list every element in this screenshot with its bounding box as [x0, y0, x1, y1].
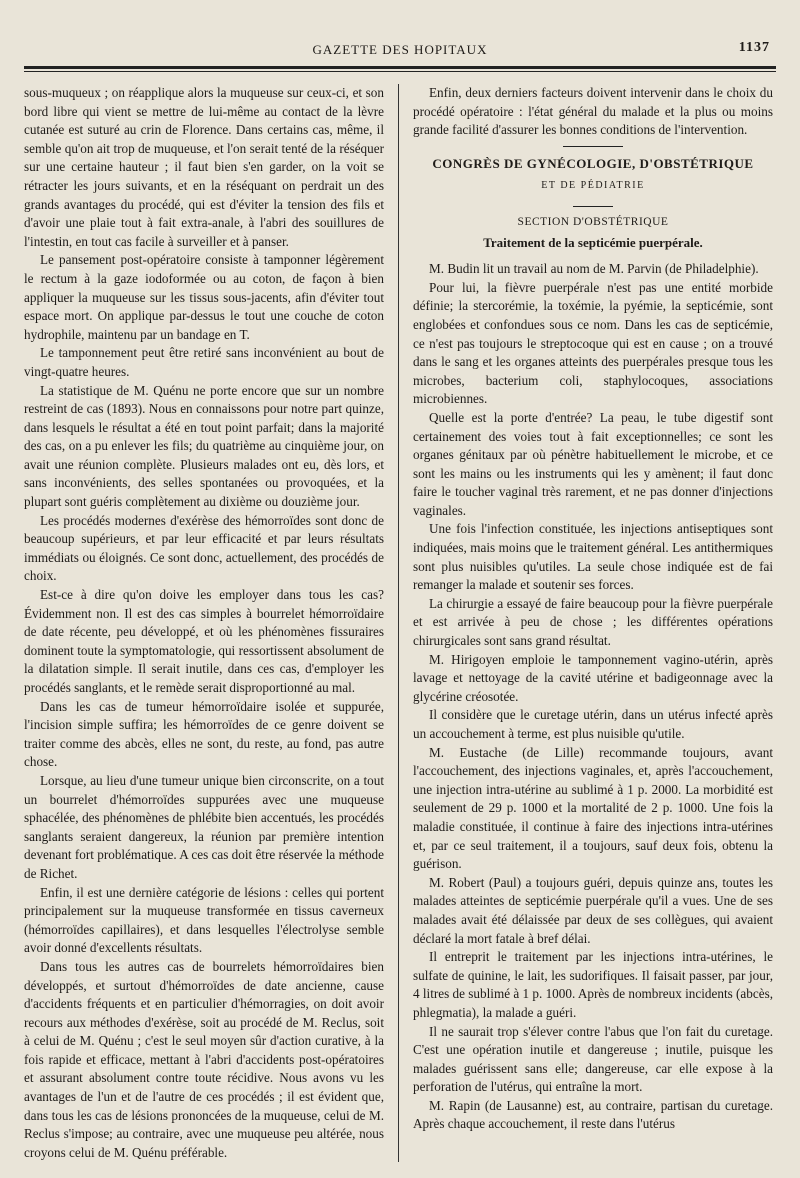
page-number: 1137: [738, 40, 770, 55]
paragraph: Est-ce à dire qu'on doive les employer dans tous les cas? Évidemment non. Il est des cas simples à bourrelet hémorroïdaire de date récente, peu développé, et où les phénomènes fissuraires dominent toute la symptomatologie, qui ressortissent absolument de la dilatation simple. Il serait inutile, dans ces cas, d'employer les procédés sanglants, et le remède serait disproportionné au mal.: [24, 587, 384, 695]
paragraph: Les procédés modernes d'exérèse des hémorroïdes sont donc de beaucoup supérieurs, et par leur efficacité et par leurs résultats immédiats ou éloignés. Ce sont donc, actuellement, des procédés de choix.: [24, 512, 384, 584]
paragraph: Enfin, il est une dernière catégorie de lésions : celles qui portent principalement sur la muqueuse transformée en tissus caverneux (hémorroïdes capillaires), et dans lesquelles l'électrolyse semble avoir donné d'excellents résultats.: [24, 884, 384, 956]
paragraph: La statistique de M. Quénu ne porte encore que sur un nombre restreint de cas (1893). Nous en connaissons pour notre part quinze, dans lesquels le résultat a été en tout point parfait; dans la majorité des cas, on a pu enlever les fils; du quatrième au cinquième jour, on avait une réunion complète. Plusieurs malades ont eu, dès lors, et sans inconvénients, des selles spontanées ou provoquées, et la plupart sont guéris complètement au dixième ou douzième jour.: [24, 382, 384, 510]
paragraph: M. Robert (Paul) a toujours guéri, depuis quinze ans, toutes les malades atteintes de septicémie puerpérale qu'il a vues. Une de ses malades avait été délaissée par deux de ses collègues, qui avaient déclaré la mort fatale à bref délai.: [413, 874, 773, 946]
paragraph: Il entreprit le traitement par les injections intra-utérines, le sulfate de quinine, le lait, les sudorifiques. Il faisait passer, par jour, 4 litres de sublimé à 1 p. 1000. Après de nombreux incidents (abcès, phlegmatia), la malade a guéri.: [413, 949, 774, 1020]
paragraph: Dans tous les autres cas de bourrelets hémorroïdaires bien développés, et surtout d'hémorroïdes de date ancienne, cause d'accidents fréquents et en particulier d'hémorragies, on doit avoir recours aux méthodes d'exérèse, soit au procédé de M. Reclus, soit à celui de M. Quénu ; c'est le seul moyen sûr d'action curative, à la fois rapide et efficace, mettant à l'abri d'accidents post-opératoires et assurant absolument contre toute récidive. Nous avons vu les avantages de l'un et de l'autre de ces procédés ; il est évident que, dans tous les cas de lésions prononcées de la muqueuse, celui de M. Reclus s'impose; au contraire, avec une muqueuse peu altérée, nous croyons celui de M. Quénu préférable.: [24, 958, 384, 1160]
paragraph: Il considère que le curetage utérin, dans un utérus infecté après un accouchement à terme, est plus nuisible qu'utile.: [413, 707, 773, 741]
paragraph: Pour lui, la fièvre puerpérale n'est pas une entité morbide définie; la stercorémie, la toxémie, la pyémie, la septicémie, sont englobées et confondues sous ce nom. Dans les cas de septicémie, ce n'est pas toujours le streptocoque qui est en cause ; on a trouvé dans le sang et les organes atteints des puerpérales presque tous les microbes, bacterium coli, staphylocoques, associations microbiennes.: [413, 279, 773, 407]
header-rule-thin: [24, 71, 776, 72]
paragraph: Quelle est la porte d'entrée? La peau, le tube digestif sont certainement des voies tout à fait exceptionnelles; ce sont les organes génitaux par où pénètre habituellement le microbe, et ce sont les mains ou les instruments qui les y amènent; il faut donc faire le toucher vaginal très rarement, et ne pas donner d'injections vaginales.: [413, 409, 773, 518]
paragraph: Dans les cas de tumeur hémorroïdaire isolée et suppurée, l'incision simple suffira; les hémorroïdes de ce genre doivent se traiter comme des abcès, elles ne sont, du reste, au fond, pas autre chose.: [24, 698, 384, 770]
congress-subtitle: ET DE PÉDIATRIE: [541, 180, 645, 192]
paragraph: La chirurgie a essayé de faire beaucoup pour la fièvre puerpérale et est arrivée à peu de chose ; les différentes opérations chirurgicales sont sans grand résultat.: [413, 595, 773, 649]
paragraph: Le pansement post-opératoire consiste à tamponner légèrement le rectum à la gaze iodoformée ou au coton, de façon à bien appliquer la muqueuse sur les tissus sous-jacents, afin d'éviter tout espace mort. On applique par-dessus le tout une couche de coton hydrophile, maintenu par un bandage en T.: [24, 252, 384, 342]
intro-paragraph: Enfin, deux derniers facteurs doivent intervenir dans le choix du procédé opératoire : l'état général du malade et la plus ou moins grande facilité d'assurer les bonnes conditions de l'intervention.: [413, 85, 773, 138]
section-separator: [563, 146, 623, 147]
journal-title: GAZETTE DES HOPITAUX: [312, 42, 488, 57]
paragraph: M. Hirigoyen emploie le tamponnement vagino-utérin, après lavage et nettoyage de la cavité utérine et badigeonnage avec la glycérine créosotée.: [413, 651, 773, 704]
paragraph: Lorsque, au lieu d'une tumeur unique bien circonscrite, on a tout un bourrelet d'hémorroïdes suppurées avec une muqueuse sphacélée, des phénomènes de phlébite bien accentués, les procédés sanglants seraient dangereux, la réunion par première intention devenant fort problématique. A ces cas doit être réservée la méthode de Richet.: [24, 772, 384, 881]
header-rule-thick: [24, 66, 776, 69]
column-divider: [398, 84, 399, 1162]
paragraph: sous-muqueux ; on réapplique alors la muqueuse sur ceux-ci, et son bord libre qui vient se mettre de lui-même au contact de la lèvre cutanée est suturé au crin de Florence. Dans certains cas, même, il semble qu'on ait trop de muqueuse, et l'on serait tenté de la réséquer sur une certaine hauteur ; il faut bien s'en garder, on la voit se rétracter les jours suivants, et en la réséquant on perdrait un des grands avantages du procédé, qui est d'éviter la tension des fils et d'avoir une plaie tout à fait extra-anale, à l'abri des souillures de l'intestin, en tout cas facile à surveiller et à panser.: [24, 85, 384, 249]
congress-title: CONGRÈS DE GYNÉCOLOGIE, D'OBSTÉTRIQUE: [432, 155, 754, 171]
subsection-separator: [573, 206, 613, 207]
paragraph: Une fois l'infection constituée, les injections antiseptiques sont indiquées, mais moins que le traitement général. Les antithermiques sont plus nuisibles qu'utiles. La seule chose indiquée est de fai remanger la malade et soutenir ses forces.: [413, 521, 773, 593]
running-head: [24, 36, 776, 62]
paragraph: M. Eustache (de Lille) recommande toujours, avant l'accouchement, des injections vaginales, et, après l'accouchement, une injection intra-utérine au sublimé à 1 p. 2000. La morbidité est seulement de 29 p. 1000 et la mortalité de 2 p. 1000. Une fois la maladie constituée, il continue à faire des injections intra-utérines et, par ce seul traitement, il a toujours, sauf deux fois, obtenu la guérison.: [413, 744, 773, 872]
left-column: [24, 84, 384, 1162]
paragraph: M. Rapin (de Lausanne) est, au contraire, partisan du curetage. Après chaque accouchement, il reste dans l'utérus: [413, 1097, 773, 1132]
text-columns: [24, 84, 776, 1162]
paragraph: M. Budin lit un travail au nom de M. Parvin (de Philadelphie).: [429, 261, 759, 277]
article-title: Traitement de la septicémie puerpérale.: [483, 234, 703, 250]
paragraph: Il ne saurait trop s'élever contre l'abus que l'on fait du curetage. C'est une opération inutile et dangereuse ; inutile, puisque les malades guérissent sans elle; dangereuse, car elle expose à la perforation de l'utérus, qui entraîne la mort.: [413, 1023, 773, 1095]
paragraph: Le tamponnement peut être retiré sans inconvénient au bout de vingt-quatre heures.: [24, 345, 384, 379]
section-label: SECTION D'OBSTÉTRIQUE: [517, 215, 669, 228]
right-column: [413, 84, 773, 1162]
